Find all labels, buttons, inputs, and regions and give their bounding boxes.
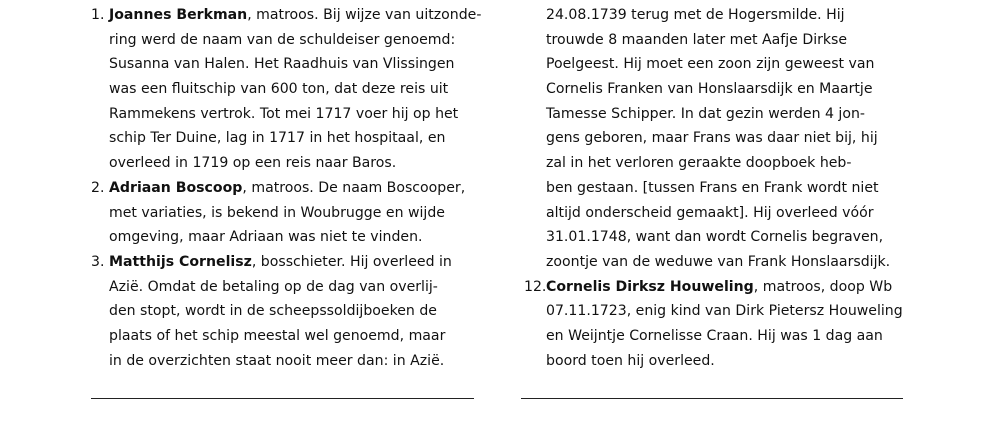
entry-text: ring werd de naam van de schuldeiser genoemd: <box>109 31 456 48</box>
entry-name: Cornelis Dirksz Houweling <box>546 278 754 295</box>
entry-text: , bosschieter. Hij overleed in <box>251 253 452 270</box>
list-item <box>91 176 476 250</box>
entry-number: 3. <box>91 253 105 270</box>
entry-text: omgeving, maar Adriaan was niet te vinden. <box>109 229 423 246</box>
entry-name: Joannes Berkman <box>109 7 248 23</box>
entry-text: , matroos. Bij wijze van uitzonde- <box>247 7 482 23</box>
entry-text: boord toen hij overleed. <box>546 352 715 369</box>
entry-text: gens geboren, maar Frans was daar niet bij, hij <box>546 130 878 147</box>
entry-text: was een fluitschip van 600 ton, dat deze reis uit <box>109 81 449 98</box>
entry-text: en Weijntje Cornelisse Craan. Hij was 1 dag aan <box>546 327 883 344</box>
entry-text: zoontje van de weduwe van Frank Honslaarsdijk. <box>546 253 891 270</box>
footnote-divider-right <box>521 398 903 399</box>
entry-number: 12. <box>524 278 547 295</box>
entry-text: Rammekens vertrok. Tot mei 1717 voer hij op het <box>109 105 459 122</box>
list-item <box>91 250 476 373</box>
entry-text: Susanna van Halen. Het Raadhuis van Vlissingen <box>109 56 455 73</box>
entry-text: ben gestaan. [tussen Frans en Frank wordt niet <box>546 179 879 196</box>
footnote-divider-left <box>91 398 474 399</box>
entry-text: trouwde 8 maanden later met Aafje Dirkse <box>546 31 848 48</box>
entry-text: Azië. Omdat de betaling op de dag van overlij- <box>109 278 438 295</box>
entry-number: 2. <box>91 179 105 196</box>
entry-name: Adriaan Boscoop <box>109 179 243 196</box>
left-column <box>91 3 482 373</box>
entry-text: den stopt, wordt in de scheepssoldijboeken de <box>109 303 437 320</box>
entry-text: schip Ter Duine, lag in 1717 in het hospitaal, en <box>109 130 446 147</box>
continued-entry-text <box>524 3 909 275</box>
right-column <box>524 3 909 373</box>
entry-text: plaats of het schip meestal wel genoemd, maar <box>109 327 446 344</box>
entry-name: Matthijs Cornelisz <box>109 253 252 270</box>
entry-text: Tamesse Schipper. In dat gezin werden 4 jon- <box>546 105 865 122</box>
entry-text: met variaties, is bekend in Woubrugge en wijde <box>109 204 445 221</box>
entry-text: 07.11.1723, enig kind van Dirk Pietersz Houweling <box>546 303 903 320</box>
entry-text: in de overzichten staat nooit meer dan: in Azië. <box>109 352 445 369</box>
entry-text: , matroos. De naam Boscooper, <box>242 179 466 196</box>
entry-text: altijd onderscheid gemaakt]. Hij overleed vóór <box>546 204 874 221</box>
entry-number: 1. <box>91 7 105 23</box>
entry-text: zal in het verloren geraakte doopboek heb- <box>546 155 852 172</box>
entry-text: Poelgeest. Hij moet een zoon zijn geweest van <box>546 56 875 73</box>
entry-text: 31.01.1748, want dan wordt Cornelis begraven, <box>546 229 884 246</box>
list-item <box>91 3 482 176</box>
list-item <box>524 275 909 374</box>
entry-text: Cornelis Franken van Honslaarsdijk en Maartje <box>546 81 873 98</box>
entry-text: , matroos, doop Wb <box>753 278 893 295</box>
entry-text: 24.08.1739 terug met de Hogersmilde. Hij <box>546 7 845 23</box>
entry-text: overleed in 1719 op een reis naar Baros. <box>109 155 397 172</box>
